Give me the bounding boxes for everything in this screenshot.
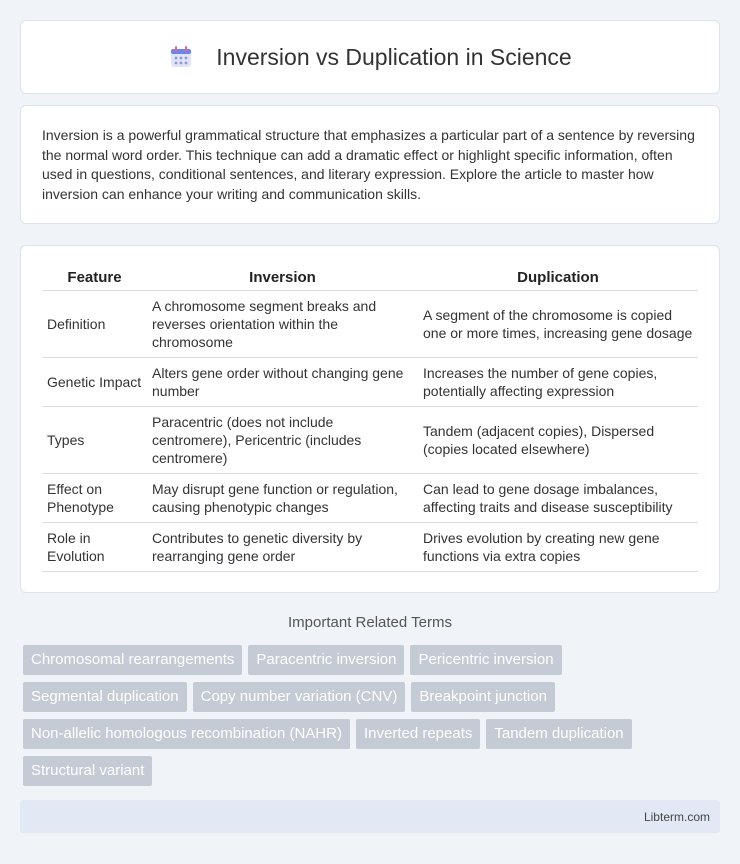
related-term-tag[interactable]: Tandem duplication [486,719,631,749]
related-term-tag[interactable]: Non-allelic homologous recombination (NAHR) [23,719,350,749]
related-term-tag[interactable]: Segmental duplication [23,682,187,712]
related-term-tag[interactable]: Inverted repeats [356,719,480,749]
row-feature: Role in Evolution [42,523,147,572]
row-inversion: Alters gene order without changing gene number [147,358,418,407]
row-feature: Definition [42,291,147,358]
row-feature: Genetic Impact [42,358,147,407]
footer-site-link[interactable]: Libterm.com [643,809,710,824]
table-row [42,474,698,523]
related-term-tag[interactable]: Structural variant [23,756,152,786]
related-term-tag[interactable]: Chromosomal rearrangements [23,645,242,675]
row-inversion: Contributes to genetic diversity by rearranging gene order [147,523,418,572]
calendar-icon [168,44,194,70]
comparison-table [42,266,698,572]
page-title: Inversion vs Duplication in Science [216,43,572,70]
header-card [20,20,720,94]
header-feature: Feature [42,266,147,291]
related-term-tag[interactable]: Copy number variation (CNV) [193,682,406,712]
related-term-tag[interactable]: Paracentric inversion [248,645,404,675]
related-term-tag[interactable]: Breakpoint junction [411,682,555,712]
header-duplication: Duplication [418,266,698,291]
row-feature: Effect on Phenotype [42,474,147,523]
intro-paragraph: Inversion is a powerful grammatical structure that emphasizes a particular part of a sentence by reversing the normal word order. This technique can add a dramatic effect or highlight specific information, often used in questions, conditional sentences, and literary expression. Explore the article to master how inversion can enhance your writing and communication skills. [42,127,695,202]
intro-card [20,105,720,224]
footer [20,800,720,833]
row-feature: Types [42,407,147,474]
comparison-card [20,245,720,593]
row-duplication: Tandem (adjacent copies), Dispersed (copies located elsewhere) [418,407,698,474]
row-inversion: Paracentric (does not include centromere), Pericentric (includes centromere) [147,407,418,474]
header-inversion: Inversion [147,266,418,291]
table-row [42,407,698,474]
row-duplication: A segment of the chromosome is copied one or more times, increasing gene dosage [418,291,698,358]
related-terms-title: Important Related Terms [288,614,452,631]
table-row [42,523,698,572]
row-duplication: Can lead to gene dosage imbalances, affecting traits and disease susceptibility [418,474,698,523]
related-terms-list [23,645,713,786]
row-duplication: Drives evolution by creating new gene functions via extra copies [418,523,698,572]
row-duplication: Increases the number of gene copies, potentially affecting expression [418,358,698,407]
table-row [42,291,698,358]
table-row [42,358,698,407]
row-inversion: May disrupt gene function or regulation, causing phenotypic changes [147,474,418,523]
related-term-tag[interactable]: Pericentric inversion [410,645,561,675]
row-inversion: A chromosome segment breaks and reverses orientation within the chromosome [147,291,418,358]
